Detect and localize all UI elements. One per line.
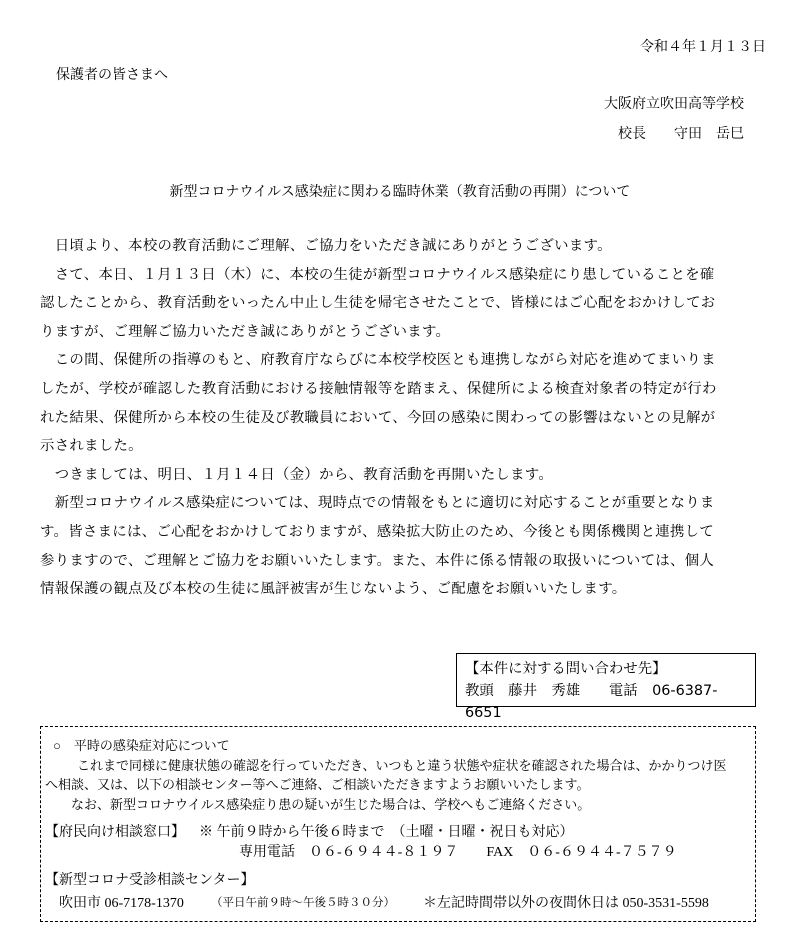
principal-name: 校長 守田 岳巳 — [618, 126, 744, 142]
letter-body — [40, 232, 768, 604]
notice-line: なお、新型コロナウイルス感染症り患の疑いが生じた場合は、学校へもご連絡ください。 — [71, 797, 591, 812]
body-line: 新型コロナウイルス感染症については、現時点での情報をもとに適切に対応することが重要となりま — [40, 495, 715, 512]
center-label: 【新型コロナ受診相談センター】 — [45, 873, 255, 888]
addressee: 保護者の皆さまへ — [56, 67, 168, 83]
contact-person: 教頭 藤井 秀雄 電話 06-6387-6651 — [465, 683, 718, 721]
school-name: 大阪府立吹田高等学校 — [604, 96, 744, 112]
body-line: 情報保護の観点及び本校の生徒に風評被害が生じないよう、ご配慮をお願いいたします。 — [40, 581, 627, 598]
body-line: 日頃より、本校の教育活動にご理解、ご協力をいただき誠にありがとうございます。 — [40, 238, 612, 254]
pref-consult-phone: 専用電話 ０６-６９４４-８１９７ FAX ０６-６９４４-７５７９ — [239, 845, 677, 860]
pref-consult-hours: ※ 午前９時から午後６時まで （土曜・日曜・祝日も対応） — [199, 825, 574, 840]
center-city-phone: 吹田市 06-7178-1370 — [59, 896, 184, 911]
contact-heading: 【本件に対する問い合わせ先】 — [465, 661, 667, 677]
body-line: 示されました。 — [40, 438, 143, 455]
center-hours: （平日午前９時～午後５時３０分） — [211, 897, 395, 909]
body-line: この間、保健所の指導のもと、府教育庁ならびに本校学校医とも連携しながら対応を進めてまいりま — [40, 352, 716, 369]
center-night-phone: ＊左記時間帯以外の夜間休日は 050-3531-5598 — [423, 896, 709, 911]
body-line: つきましては、明日、１月１４日（金）から、教育活動を再開いたします。 — [40, 466, 554, 483]
pref-consult-label: 【府民向け相談窓口】 — [45, 825, 185, 840]
body-line: さて、本日、１月１３日（木）に、本校の生徒が新型コロナウイルス感染症にり患していることを確 — [40, 266, 715, 283]
notice-line: これまで同様に健康状態の確認を行っていただき、いつもと違う状態や症状を確認された場合は、かかりつけ医 — [77, 758, 727, 773]
notice-heading: ○ 平時の感染症対応について — [53, 738, 230, 753]
letter-title: 新型コロナウイルス感染症に関わる臨時休業（教育活動の再開）について — [169, 184, 631, 200]
notice-box — [40, 726, 756, 922]
body-line: す。皆さまには、ご心配をおかけしておりますが、感染拡大防止のため、今後とも関係機関と連携して — [40, 523, 715, 540]
contact-box — [456, 653, 756, 721]
body-line: 参りますので、ご理解とご協力をお願いいたします。また、本件に係る情報の取扱いについては、個人 — [40, 552, 715, 569]
letter-date: 令和４年１月１３日 — [640, 39, 766, 55]
notice-line: へ相談、又は、以下の相談センター等へご連絡、ご相談いただきますようお願いいたします。 — [45, 777, 590, 792]
body-line: 認したことから、教育活動をいったん中止し生徒を帰宅させたことで、皆様にはご心配をおかけしてお — [40, 295, 716, 312]
body-line: したが、学校が確認した教育活動における接触情報等を踏まえ、保健所による検査対象者の特定が行わ — [40, 380, 717, 397]
body-line: りますが、ご理解ご協力いただき誠にありがとうございます。 — [40, 323, 451, 340]
body-line: れた結果、保健所から本校の生徒及び教職員において、今回の感染に関わっての影響はないとの見解が — [40, 409, 716, 426]
